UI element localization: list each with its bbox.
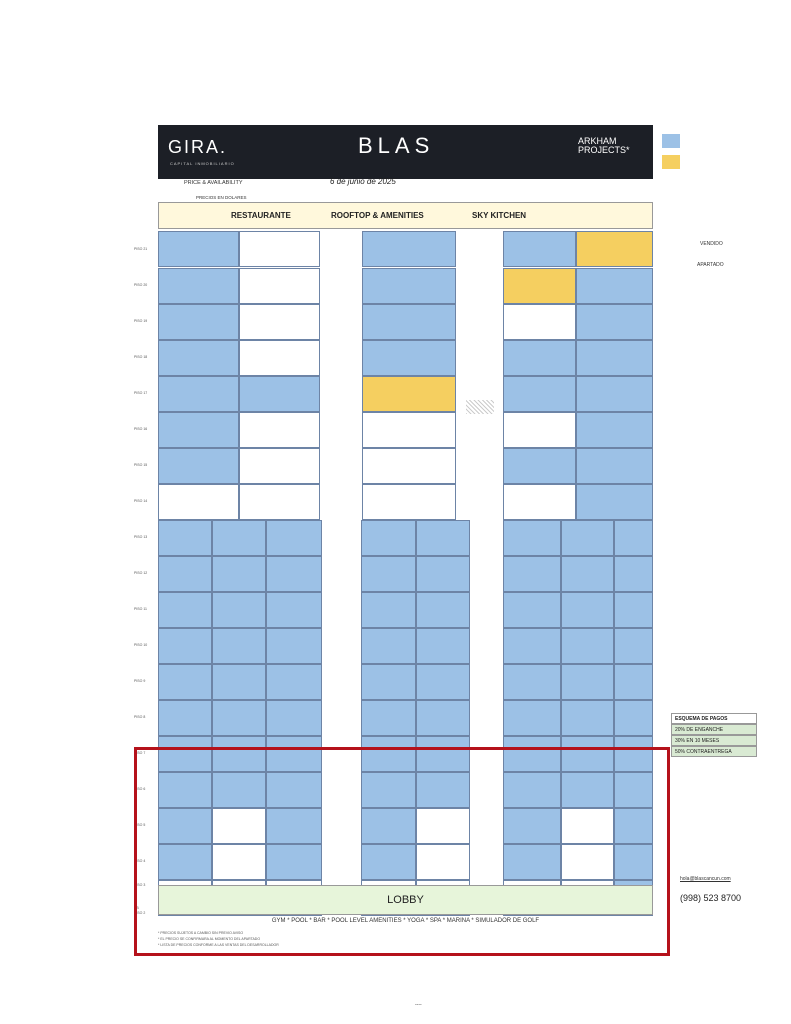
hatched-area — [466, 400, 494, 414]
unit-cell — [362, 340, 456, 376]
brand-subtitle: CAPITAL INMOBILIARIO — [170, 161, 235, 166]
floor-label: PISO 7 — [134, 751, 146, 755]
unit-cell — [362, 376, 456, 412]
amenity-restaurant: RESTAURANTE — [231, 211, 291, 220]
floor-label: PISO 8 — [134, 715, 146, 719]
unit-cell — [212, 664, 266, 700]
floor-label: PISO 21 — [134, 247, 148, 251]
unit-cell — [239, 376, 320, 412]
floor-label: PISO 18 — [134, 355, 148, 359]
unit-cell — [416, 520, 470, 556]
unit-cell — [503, 376, 576, 412]
unit-cell — [576, 412, 653, 448]
unit-cell — [503, 340, 576, 376]
floor-label: PB — [134, 906, 139, 910]
note-2: * EL PRECIO SE CONFIRMARA AL MOMENTO DEL APARTADO — [158, 937, 261, 941]
unit-cell — [158, 231, 239, 267]
contact-email[interactable]: hola@blascancun.com — [680, 876, 731, 882]
unit-cell — [158, 700, 212, 736]
unit-cell — [561, 520, 614, 556]
unit-cell — [239, 304, 320, 340]
floor-label: PISO 9 — [134, 679, 146, 683]
floor-label: PISO 2 — [134, 911, 146, 915]
payment-plan — [671, 713, 757, 757]
unit-cell — [362, 268, 456, 304]
unit-cell — [158, 268, 239, 304]
unit-cell — [503, 412, 576, 448]
unit-cell — [561, 592, 614, 628]
floor-label: PISO 13 — [134, 535, 148, 539]
unit-cell — [212, 592, 266, 628]
amenities-bar — [158, 202, 653, 229]
unit-cell — [614, 556, 653, 592]
unit-cell — [561, 556, 614, 592]
unit-cell — [503, 628, 561, 664]
legend-reserved-label: APARTADO — [697, 262, 724, 268]
floor-label: PISO 20 — [134, 283, 148, 287]
unit-cell — [239, 268, 320, 304]
unit-cell — [416, 556, 470, 592]
floor-label: PISO 12 — [134, 571, 148, 575]
unit-cell — [158, 520, 212, 556]
unit-cell — [158, 628, 212, 664]
unit-cell — [266, 664, 322, 700]
legend-sold-swatch — [662, 134, 680, 148]
unit-cell — [576, 268, 653, 304]
report-date: 6 de junio de 2025 — [330, 177, 396, 186]
unit-cell — [561, 628, 614, 664]
payment-item-3: 50% CONTRAENTREGA — [671, 746, 757, 757]
payment-item-1: 20% DE ENGANCHE — [671, 724, 757, 735]
unit-cell — [362, 231, 456, 267]
unit-cell — [416, 700, 470, 736]
unit-cell — [361, 556, 416, 592]
unit-cell — [239, 340, 320, 376]
unit-cell — [239, 231, 320, 267]
currency-label: PRECIOS EN DOLARES — [196, 195, 247, 200]
unit-cell — [614, 520, 653, 556]
unit-cell — [266, 628, 322, 664]
legend-sold-label: VENDIDO — [700, 241, 723, 247]
project-title: BLAS — [358, 133, 435, 158]
unit-cell — [614, 664, 653, 700]
note-3: * LISTA DE PRECIOS CONFORME A LAS VENTAS DEL DESARROLLADOR — [158, 943, 279, 947]
unit-cell — [503, 448, 576, 484]
lobby-title: LOBBY — [387, 894, 424, 906]
unit-cell — [158, 340, 239, 376]
unit-cell — [561, 700, 614, 736]
payment-plan-title: ESQUEMA DE PAGOS — [671, 713, 757, 724]
unit-cell — [416, 664, 470, 700]
lobby-amenities: GYM * POOL * BAR * POOL LEVEL AMENITIES * YOGA * SPA * MARINA * SIMULADOR DE GOLF — [271, 918, 540, 924]
partner-line2: PROJECTS* — [578, 145, 630, 155]
unit-cell — [416, 592, 470, 628]
unit-cell — [561, 664, 614, 700]
unit-cell — [362, 448, 456, 484]
unit-cell — [503, 268, 576, 304]
unit-cell — [503, 700, 561, 736]
unit-cell — [416, 628, 470, 664]
floor-label: PISO 14 — [134, 499, 148, 503]
unit-cell — [239, 484, 320, 520]
unit-cell — [361, 592, 416, 628]
floor-label: PISO 16 — [134, 427, 148, 431]
unit-cell — [503, 304, 576, 340]
unit-cell — [158, 664, 212, 700]
unit-cell — [362, 412, 456, 448]
unit-cell — [503, 520, 561, 556]
floor-label: PISO 3 — [134, 883, 146, 887]
price-availability-label: PRICE & AVAILABILITY — [184, 180, 243, 186]
unit-cell — [266, 700, 322, 736]
note-1: * PRECIOS SUJETOS A CAMBIO SIN PREVIO AVISO — [158, 931, 244, 935]
unit-cell — [614, 628, 653, 664]
amenity-sky-kitchen: SKY KITCHEN — [472, 211, 527, 220]
partner-line1: ARKHAM — [578, 136, 617, 146]
floor-label: PISO 4 — [134, 859, 146, 863]
unit-cell — [212, 556, 266, 592]
footer-mark: ---- — [415, 1002, 422, 1008]
unit-cell — [576, 484, 653, 520]
unit-cell — [362, 484, 456, 520]
floor-label: PISO 19 — [134, 319, 148, 323]
unit-cell — [361, 700, 416, 736]
amenity-rooftop: ROOFTOP & AMENITIES — [331, 211, 424, 220]
legend-reserved-swatch — [662, 155, 680, 169]
unit-cell — [266, 520, 322, 556]
unit-cell — [361, 664, 416, 700]
floor-label: PISO 17 — [134, 391, 148, 395]
payment-item-2: 30% EN 10 MESES — [671, 735, 757, 746]
unit-cell — [361, 628, 416, 664]
floor-label: PISO 5 — [134, 823, 146, 827]
unit-cell — [212, 520, 266, 556]
unit-cell — [158, 484, 239, 520]
unit-cell — [503, 231, 576, 267]
unit-cell — [362, 304, 456, 340]
unit-cell — [158, 448, 239, 484]
unit-cell — [212, 700, 266, 736]
unit-cell — [576, 231, 653, 267]
unit-cell — [158, 304, 239, 340]
unit-cell — [158, 412, 239, 448]
header-banner — [158, 125, 653, 179]
unit-cell — [576, 448, 653, 484]
unit-cell — [503, 664, 561, 700]
unit-cell — [576, 340, 653, 376]
unit-cell — [614, 700, 653, 736]
floor-label: PISO 11 — [134, 607, 147, 611]
floor-label: PISO 6 — [134, 787, 146, 791]
partner-logo — [578, 137, 630, 155]
unit-cell — [503, 592, 561, 628]
brand-logo: GIRA. — [168, 137, 228, 157]
unit-cell — [576, 376, 653, 412]
highlight-box — [134, 747, 670, 956]
unit-cell — [503, 556, 561, 592]
unit-cell — [266, 556, 322, 592]
contact-phone[interactable]: (998) 523 8700 — [680, 893, 742, 903]
unit-cell — [158, 592, 212, 628]
unit-cell — [361, 520, 416, 556]
unit-cell — [158, 376, 239, 412]
unit-cell — [239, 412, 320, 448]
unit-cell — [158, 556, 212, 592]
unit-cell — [503, 484, 576, 520]
unit-cell — [212, 628, 266, 664]
floor-label: PISO 10 — [134, 643, 148, 647]
unit-cell — [266, 592, 322, 628]
unit-cell — [239, 448, 320, 484]
floor-label: PISO 15 — [134, 463, 148, 467]
unit-cell — [614, 592, 653, 628]
unit-cell — [576, 304, 653, 340]
